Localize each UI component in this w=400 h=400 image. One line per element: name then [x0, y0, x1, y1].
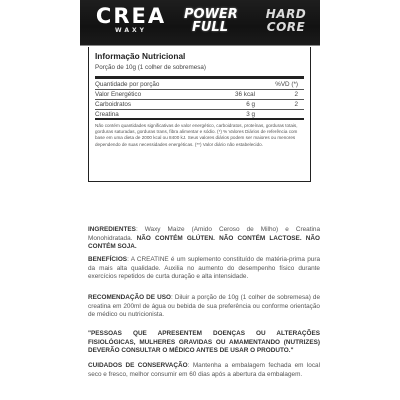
- row-name: Valor Energético: [95, 91, 142, 98]
- product-banner: [80, 0, 320, 46]
- nutrition-footnote: Não contém quantidades significativas de valor energético, carboidratos, proteínas, gorduras totais, gorduras saturadas, gorduras trans, fibra alimentar e sódio. (*) % Valores Diários de referência com base em uma dieta de 2000 kcal ou 8400 kJ. Seus valores diários podem ser maiores ou menores dependendo de suas necessidades energéticas. (**) Valor diário não estabelecido.: [95, 123, 298, 147]
- row-quantity: 36 kcal: [235, 91, 255, 98]
- row-quantity: 3 g: [246, 111, 255, 118]
- power-full-line-2: FULL: [191, 20, 228, 35]
- row-quantity: 6 g: [246, 101, 255, 108]
- benefits-text: : A CREATINE é um suplemento constituído de matéria-prima pura da mais alta qualidade. Auxilia no aumento do desempenho físico durante exercícios repetidos de curta duração e alta intensidade.: [88, 256, 320, 281]
- usage-text: : Diluir a porção de 10g (1 colher de sobremesa) de creatina em 200ml de água ou bebida de sua preferência ou conforme orientação de médico ou nutricionista.: [88, 294, 321, 319]
- ingredients-label: INGREDIENTES: [88, 226, 136, 233]
- conservation-section: [88, 362, 320, 379]
- nutrition-title: Informação Nutricional: [95, 51, 186, 61]
- row-name: Carboidratos: [95, 101, 132, 108]
- table-row: [95, 110, 304, 120]
- usage-label: RECOMENDAÇÃO DE USO: [88, 294, 171, 301]
- table-row: [95, 90, 304, 100]
- nutrition-header-row: [95, 80, 304, 90]
- ingredients-text: : Waxy Maize (Amido Ceroso de Milho) e Creatina Monohidratada.: [88, 226, 320, 242]
- benefits-section: [88, 256, 320, 282]
- conservation-text: : Mantenha a embalagem fechada em local seco e fresco, melhor consumir em 60 dias após a abertura da embalagem.: [88, 362, 321, 378]
- thick-divider: [95, 76, 304, 79]
- row-vd: 2: [294, 101, 298, 108]
- power-full-line-1: POWER: [184, 7, 238, 22]
- power-full-tag: [184, 8, 236, 34]
- brand-logo: [94, 5, 168, 35]
- header-quantity-label: Quantidade por porção: [95, 81, 160, 88]
- allergen-notice: NÃO CONTÉM GLÚTEN. NÃO CONTÉM LACTOSE. NÃO CONTÉM SOJA.: [88, 234, 320, 251]
- row-name: Creatina: [95, 111, 119, 118]
- conservation-label: CUIDADOS DE CONSERVAÇÃO: [88, 362, 188, 369]
- benefits-label: BENEFÍCIOS: [88, 256, 128, 263]
- health-warning: "PESSOAS QUE APRESENTEM DOENÇAS OU ALTERAÇÕES FISIOLÓGICAS, MULHERES GRAVIDAS OU AMAMENTANDO (NUTRIZES) DEVERÃO CONSULTAR O MÉDICO ANTES DE USAR O PRODUTO.": [88, 330, 320, 355]
- usage-recommendation-section: [88, 294, 320, 320]
- nutrition-facts-table: [88, 47, 311, 182]
- hard-core-line-2: CORE: [266, 20, 306, 34]
- brand-subtitle: WAXY: [115, 27, 147, 34]
- nutrition-portion: Porção de 10g (1 colher de sobremesa): [95, 64, 206, 71]
- hard-core-tag: [260, 8, 312, 34]
- ingredients-section: [88, 226, 320, 252]
- brand-name: CREA: [95, 4, 167, 28]
- row-vd: 2: [294, 91, 298, 98]
- header-vd-label: %VD (*): [275, 81, 298, 88]
- hard-core-line-1: HARD: [265, 7, 307, 21]
- table-row: [95, 100, 304, 110]
